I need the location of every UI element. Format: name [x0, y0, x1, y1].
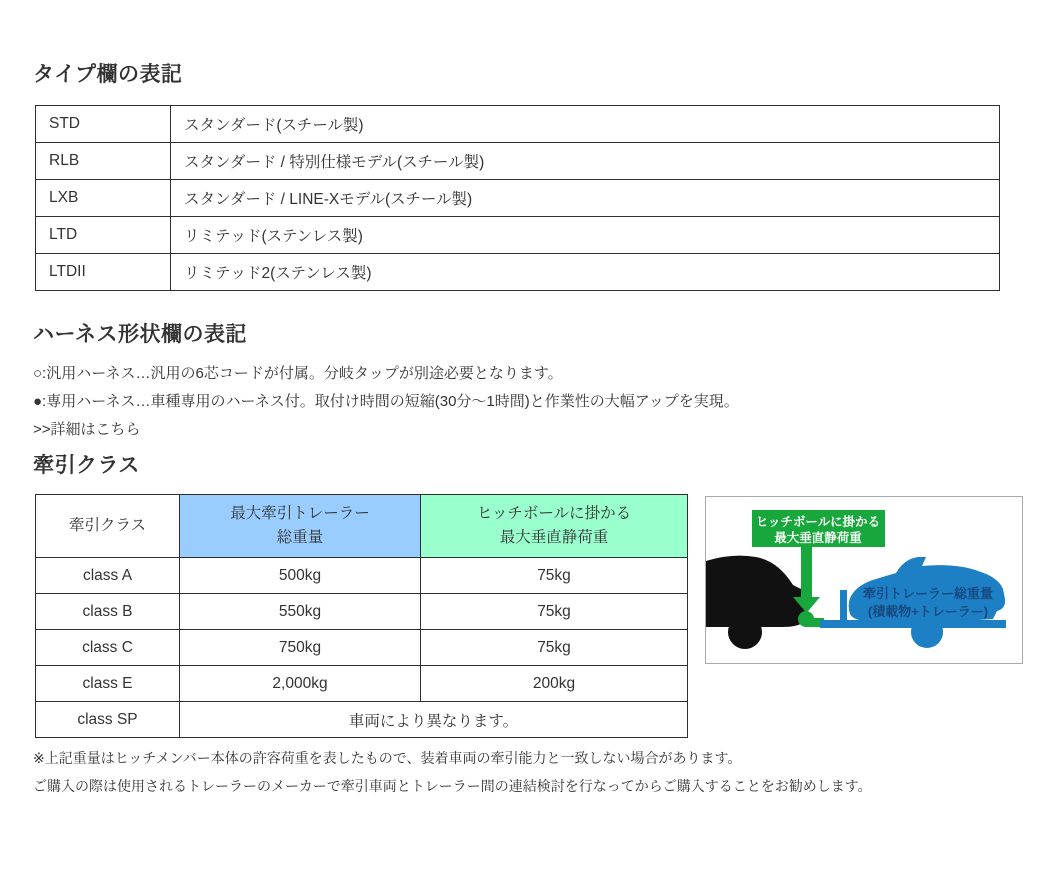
table-row — [36, 180, 1000, 217]
footnotes — [33, 744, 872, 800]
weight-cell: 750kg — [180, 630, 421, 666]
trailer-post — [840, 590, 847, 622]
type-desc: スタンダード(スチール製) — [171, 106, 1000, 143]
blue-label-line1: 牽引トレーラー総重量 — [862, 586, 994, 601]
type-desc: リミテッド(ステンレス製) — [171, 217, 1000, 254]
weight-cell: 500kg — [180, 558, 421, 594]
load-cell: 75kg — [421, 594, 688, 630]
detail-link[interactable]: >>詳細はこちら — [33, 421, 141, 438]
towing-diagram-graphic — [706, 497, 1022, 663]
table-row — [36, 143, 1000, 180]
trailer-graphic — [820, 557, 1006, 648]
header-towing-class: 牽引クラス — [36, 495, 180, 558]
green-label-line1: ヒッチボールに掛かる — [755, 515, 881, 529]
harness-section-heading: ハーネス形状欄の表記 — [33, 323, 247, 346]
header-max-trailer-weight: 最大牽引トレーラー 総重量 — [180, 495, 421, 558]
table-row — [36, 666, 688, 702]
towing-illustration — [705, 496, 1023, 664]
class-cell: class C — [36, 630, 180, 666]
footnote-line: ※上記重量はヒッチメンバー本体の許容荷重を表したもので、装着車両の牽引能力と一致しない場合があります。 — [33, 750, 742, 766]
type-code: LXB — [36, 180, 171, 217]
green-label-line2: 最大垂直静荷重 — [774, 531, 862, 545]
class-cell: class SP — [36, 702, 180, 738]
table-row — [36, 217, 1000, 254]
footnote-line: ご購入の際は使用されるトレーラーのメーカーで牽引車両とトレーラー間の連結検討を行なってからご購入することをお勧めします。 — [33, 778, 872, 794]
weight-cell: 2,000kg — [180, 666, 421, 702]
table-row — [36, 254, 1000, 291]
class-cell: class E — [36, 666, 180, 702]
class-cell: class A — [36, 558, 180, 594]
class-cell: class B — [36, 594, 180, 630]
table-row — [36, 106, 1000, 143]
type-code: RLB — [36, 143, 171, 180]
type-table — [35, 105, 1000, 291]
harness-dedicated-line: ●:専用ハーネス…車種専用のハーネス付。取付け時間の短縮(30分〜1時間)と作業性の大幅アップを実現。 — [33, 393, 739, 410]
type-desc: スタンダード / 特別仕様モデル(スチール製) — [171, 143, 1000, 180]
header-max-vertical-load: ヒッチボールに掛かる 最大垂直静荷重 — [421, 495, 688, 558]
type-code: LTD — [36, 217, 171, 254]
arrow-stem — [801, 547, 812, 597]
load-cell: 200kg — [421, 666, 688, 702]
towing-class-table — [35, 494, 688, 738]
load-cell: 75kg — [421, 558, 688, 594]
blue-label-line2: (積載物+トレーラー) — [867, 604, 989, 619]
table-row — [36, 594, 688, 630]
type-code: LTDII — [36, 254, 171, 291]
table-row — [36, 558, 688, 594]
table-row — [36, 702, 688, 738]
weight-cell: 550kg — [180, 594, 421, 630]
towing-section-heading: 牽引クラス — [33, 454, 140, 477]
type-code: STD — [36, 106, 171, 143]
table-header-row — [36, 495, 688, 558]
load-cell: 75kg — [421, 630, 688, 666]
type-section-heading: タイプ欄の表記 — [33, 63, 183, 86]
car-silhouette — [706, 556, 809, 649]
table-row — [36, 630, 688, 666]
type-desc: リミテッド2(ステンレス製) — [171, 254, 1000, 291]
harness-description — [33, 360, 739, 444]
harness-universal-line: ○:汎用ハーネス…汎用の6芯コードが付属。分岐タップが別途必要となります。 — [33, 365, 563, 382]
sp-value-cell: 車両により異なります。 — [180, 702, 688, 738]
type-desc: スタンダード / LINE-Xモデル(スチール製) — [171, 180, 1000, 217]
